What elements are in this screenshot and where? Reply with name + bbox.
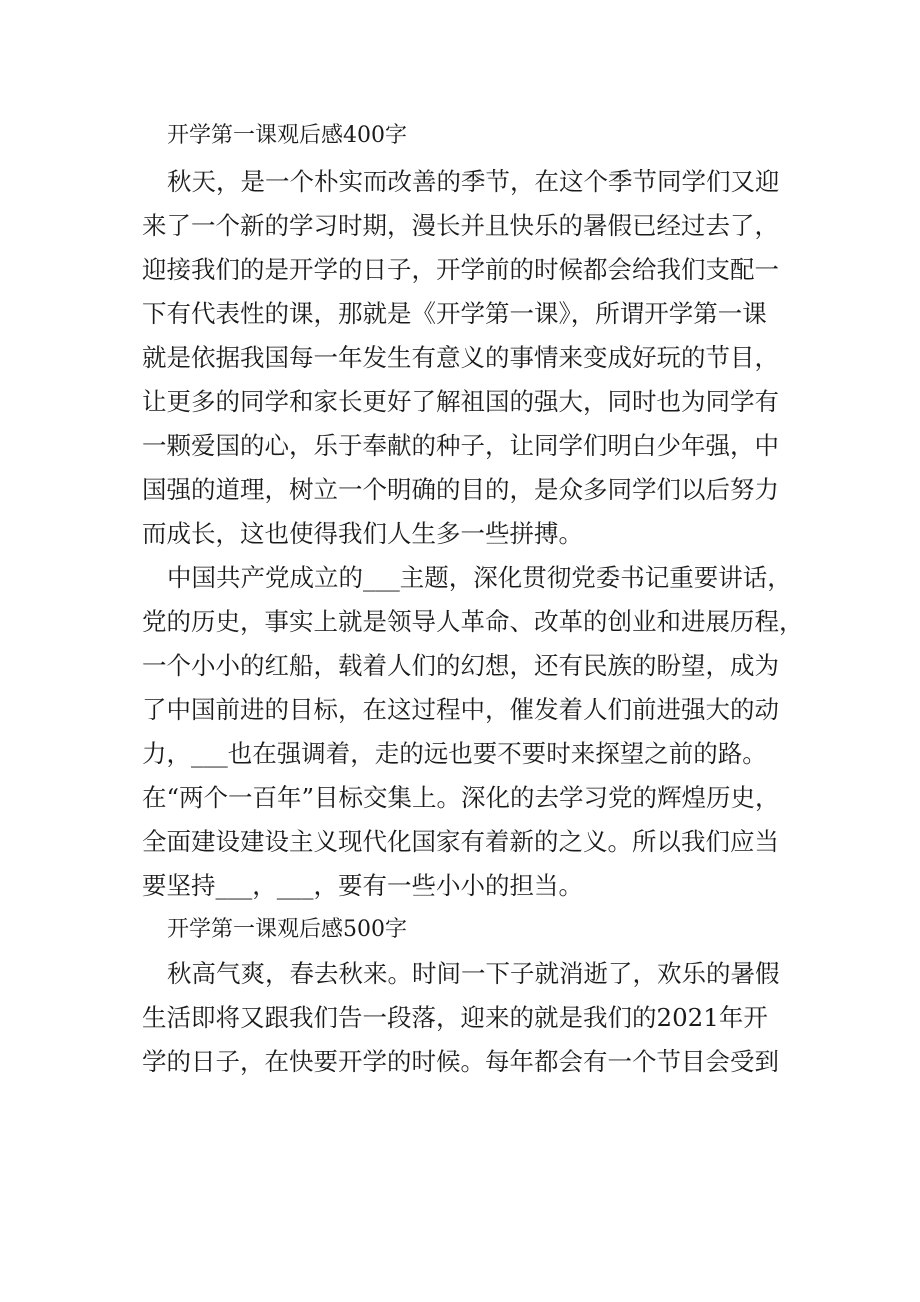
paragraph-line: 全面建设建设主义现代化国家有着新的之义。所以我们应当	[142, 827, 779, 856]
paragraph-line: 而成长，这也使得我们人生多一些拼搏。	[142, 519, 583, 548]
section-heading-500: 开学第一课观后感500字	[167, 917, 407, 942]
paragraph-line: 迎接我们的是开学的日子，开学前的时候都会给我们支配一	[142, 255, 779, 284]
paragraph-line: 力，___也在强调着，走的远也要不要时来探望之前的路。	[142, 739, 767, 768]
paragraph-line: 生活即将又跟我们告一段落，迎来的就是我们的2021年开	[142, 1003, 768, 1032]
paragraph-line: 在“两个一百年”目标交集上。深化的去学习党的辉煌历史，	[142, 783, 780, 812]
paragraph-line: 来了一个新的学习时期，漫长并且快乐的暑假已经过去了，	[142, 211, 779, 240]
paragraph-line: 秋天，是一个朴实而改善的季节，在这个季节同学们又迎	[167, 167, 780, 196]
paragraph-line: 秋高气爽，春去秋来。时间一下子就消逝了，欢乐的暑假	[167, 959, 780, 988]
paragraph-line: 一个小小的红船，载着人们的幻想，还有民族的盼望，成为	[142, 651, 779, 680]
paragraph-line: 了中国前进的目标，在这过程中，催发着人们前进强大的动	[142, 695, 779, 724]
paragraph-line: 让更多的同学和家长更好了解祖国的强大，同时也为同学有	[142, 387, 779, 416]
paragraph-line: 学的日子，在快要开学的时候。每年都会有一个节目会受到	[142, 1047, 779, 1076]
paragraph-line: 中国共产党成立的___主题，深化贯彻党委书记重要讲话，	[167, 563, 792, 592]
paragraph-line: 就是依据我国每一年发生有意义的事情来变成好玩的节目，	[142, 343, 779, 372]
paragraph-line: 下有代表性的课，那就是《开学第一课》，所谓开学第一课	[142, 299, 767, 328]
paragraph-line: 国强的道理，树立一个明确的目的，是众多同学们以后努力	[142, 475, 779, 504]
paragraph-line: 一颗爱国的心，乐于奉献的种子，让同学们明白少年强，中	[142, 431, 779, 460]
paragraph-line: 要坚持___，___，要有一些小小的担当。	[142, 871, 583, 900]
section-heading-400: 开学第一课观后感400字	[167, 123, 407, 148]
paragraph-line: 党的历史，事实上就是领导人革命、改革的创业和进展历程，	[142, 607, 804, 636]
